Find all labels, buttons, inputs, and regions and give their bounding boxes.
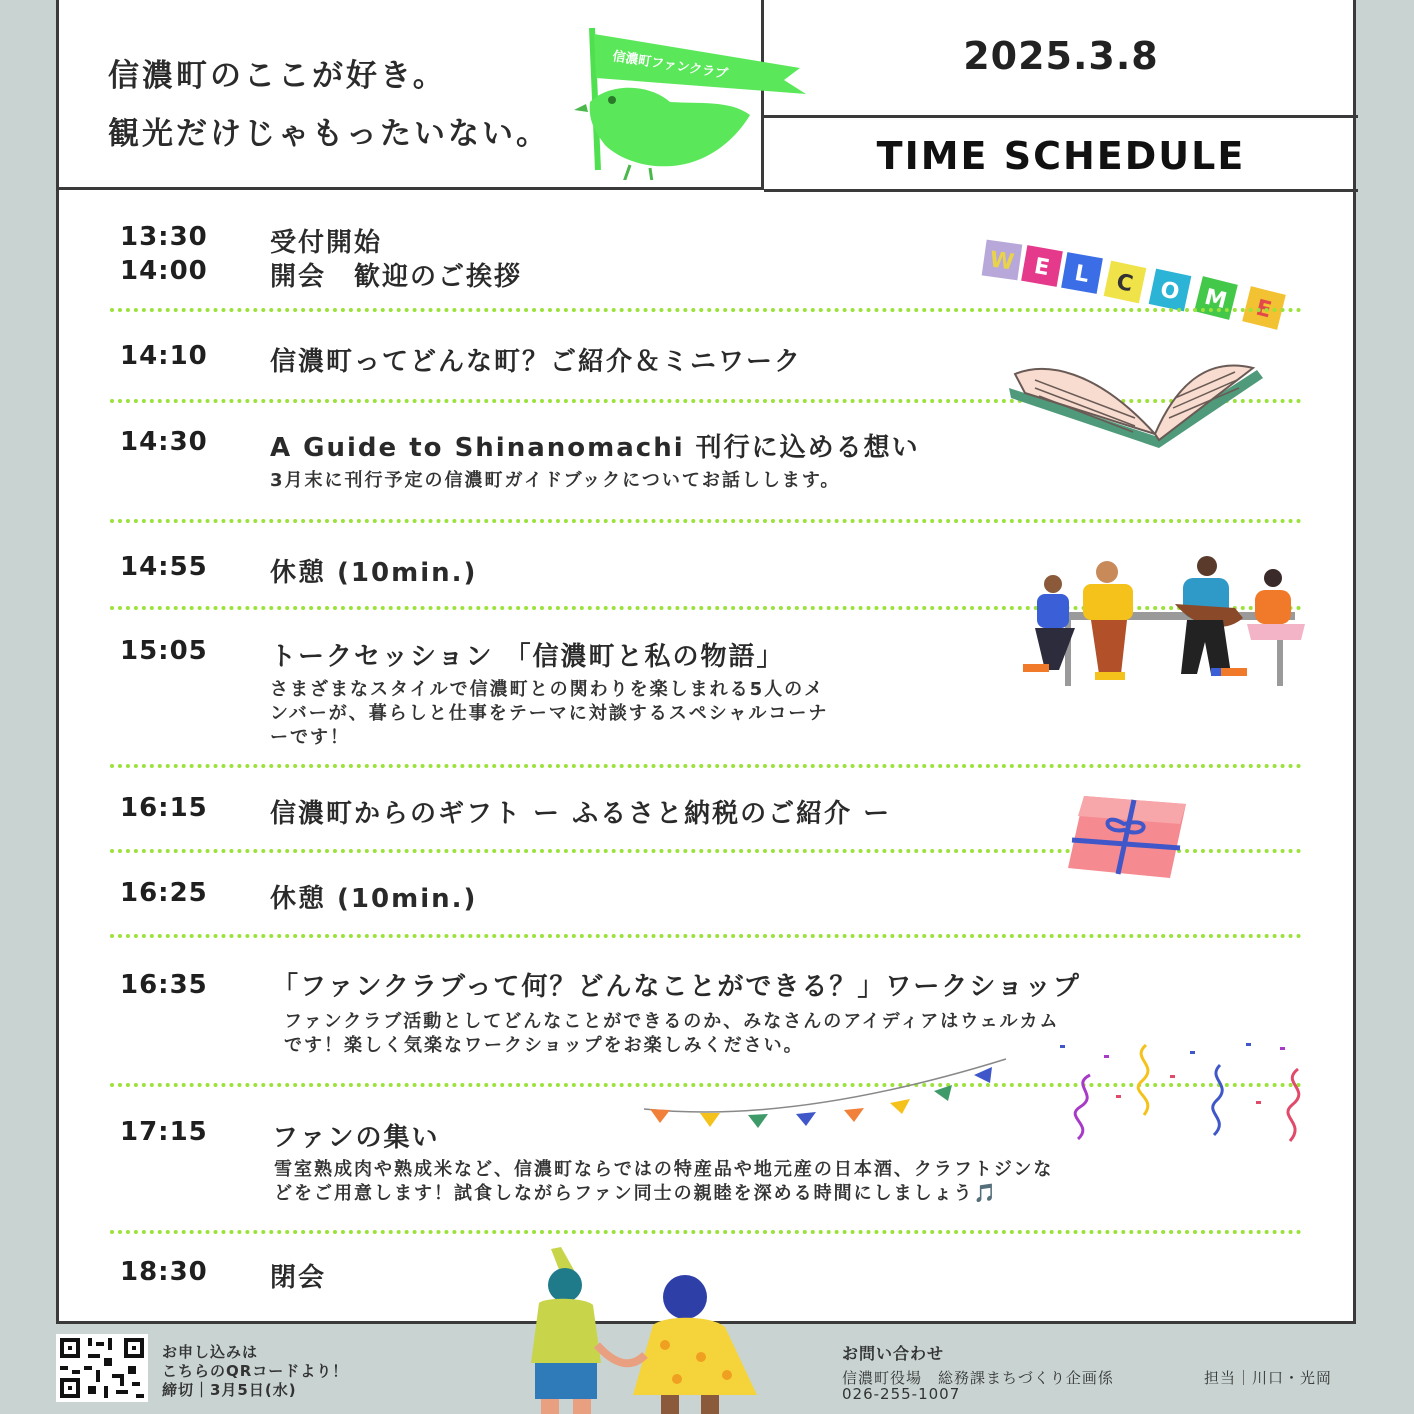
tagline-line-1: 信濃町のここが好き。: [108, 58, 447, 94]
welcome-letter: M: [1201, 284, 1230, 315]
schedule-time: 14:30: [120, 427, 208, 457]
event-date: 2025.3.8: [963, 34, 1159, 78]
schedule-title-item: 受付開始: [270, 228, 383, 258]
apply-text-2: こちらのQRコードより！: [162, 1362, 349, 1380]
schedule-title-item: 休憩 (10min.): [270, 884, 478, 914]
schedule-description-line: さまざまなスタイルで信濃町との関わりを楽しまれる5人のメ: [270, 679, 825, 700]
welcome-letter: O: [1157, 277, 1182, 306]
flag-garland: [640, 1055, 1010, 1135]
contact-phone[interactable]: 026-255-1007: [842, 1385, 961, 1403]
schedule-title-item: 信濃町からのギフト ー ふるさと納税のご紹介 ー: [270, 799, 892, 829]
schedule-title-item: トークセッション 「信濃町と私の物語」: [270, 642, 785, 672]
welcome-letter: E: [1032, 253, 1052, 282]
contact-office: 信濃町役場 総務課まちづくり企画係: [842, 1369, 1114, 1387]
schedule-time: 15:05: [120, 636, 208, 666]
schedule-time: 14:10: [120, 341, 208, 371]
dotted-separator: [110, 519, 1302, 523]
dotted-separator: [110, 308, 1302, 312]
welcome-letter: L: [1072, 260, 1091, 289]
schedule-description-line: どをご用意します！試食しながらファン同士の親睦を深める時間にしましょう🎵: [274, 1183, 999, 1204]
schedule-time: 16:35: [120, 970, 208, 1000]
schedule-time: 16:15: [120, 793, 208, 823]
welcome-letter: E: [1253, 295, 1274, 324]
schedule-description-line: ファンクラブ活動としてどんなことができるのか、みなさんのアイディアはウェルカム: [284, 1011, 1060, 1032]
schedule-title-item: 開会 歓迎のご挨拶: [270, 262, 523, 292]
schedule-description-line: です！楽しく気楽なワークショップをお楽しみください。: [284, 1035, 804, 1056]
apply-text-1: お申し込みは: [162, 1343, 259, 1361]
schedule-title-item: 休憩 (10min.): [270, 558, 478, 588]
flag-text: 信濃町ファンクラブ: [611, 49, 729, 83]
schedule-time: 17:15: [120, 1117, 208, 1147]
schedule-description-line: 雪室熟成肉や熟成米など、信濃町ならではの特産品や地元産の日本酒、クラフトジンな: [274, 1159, 1054, 1180]
gift-box-illustration: [1062, 790, 1194, 882]
confetti-illustration: [1050, 1035, 1330, 1155]
schedule-time: 18:30: [120, 1257, 208, 1287]
people-table-illustration: [1015, 548, 1315, 688]
dotted-separator: [110, 934, 1302, 938]
qr-code[interactable]: [56, 1334, 148, 1402]
schedule-time: 16:25: [120, 878, 208, 908]
welcome-bunting: [980, 238, 1310, 333]
apply-deadline: 締切｜3月5日(水): [162, 1381, 297, 1399]
welcome-letter: W: [988, 247, 1016, 276]
dotted-separator: [110, 764, 1302, 768]
contact-title: お問い合わせ: [842, 1344, 945, 1363]
schedule-title-item: 「ファンクラブって何？どんなことができる？」ワークショップ: [272, 972, 1081, 1002]
contact-person: 担当｜川口・光岡: [1204, 1369, 1333, 1387]
schedule-description: 3月末に刊行予定の信濃町ガイドブックについてお話しします。: [270, 470, 841, 491]
schedule-description-line: ンバーが、暮らしと仕事をテーマに対談するスペシャルコーナ: [270, 703, 829, 724]
dotted-separator: [110, 1230, 1302, 1234]
schedule-time: 14:55: [120, 552, 208, 582]
schedule-time: 13:30: [120, 222, 208, 252]
schedule-title-item: A Guide to Shinanomachi 刊行に込める想い: [270, 433, 920, 463]
book-illustration: [1005, 348, 1265, 458]
schedule-title-item: 信濃町ってどんな町？ご紹介＆ミニワーク: [270, 347, 803, 377]
welcome-letter: C: [1114, 269, 1136, 298]
tagline-line-2: 観光だけじゃもったいない。: [108, 116, 550, 152]
schedule-time: 14:00: [120, 256, 208, 286]
schedule-description-line: ーです！: [270, 727, 350, 748]
cheering-people-illustration: [505, 1245, 775, 1414]
schedule-title-item: 閉会: [270, 1263, 327, 1293]
schedule-title: TIME SCHEDULE: [876, 134, 1246, 178]
schedule-title-item: ファンの集い: [272, 1123, 440, 1153]
